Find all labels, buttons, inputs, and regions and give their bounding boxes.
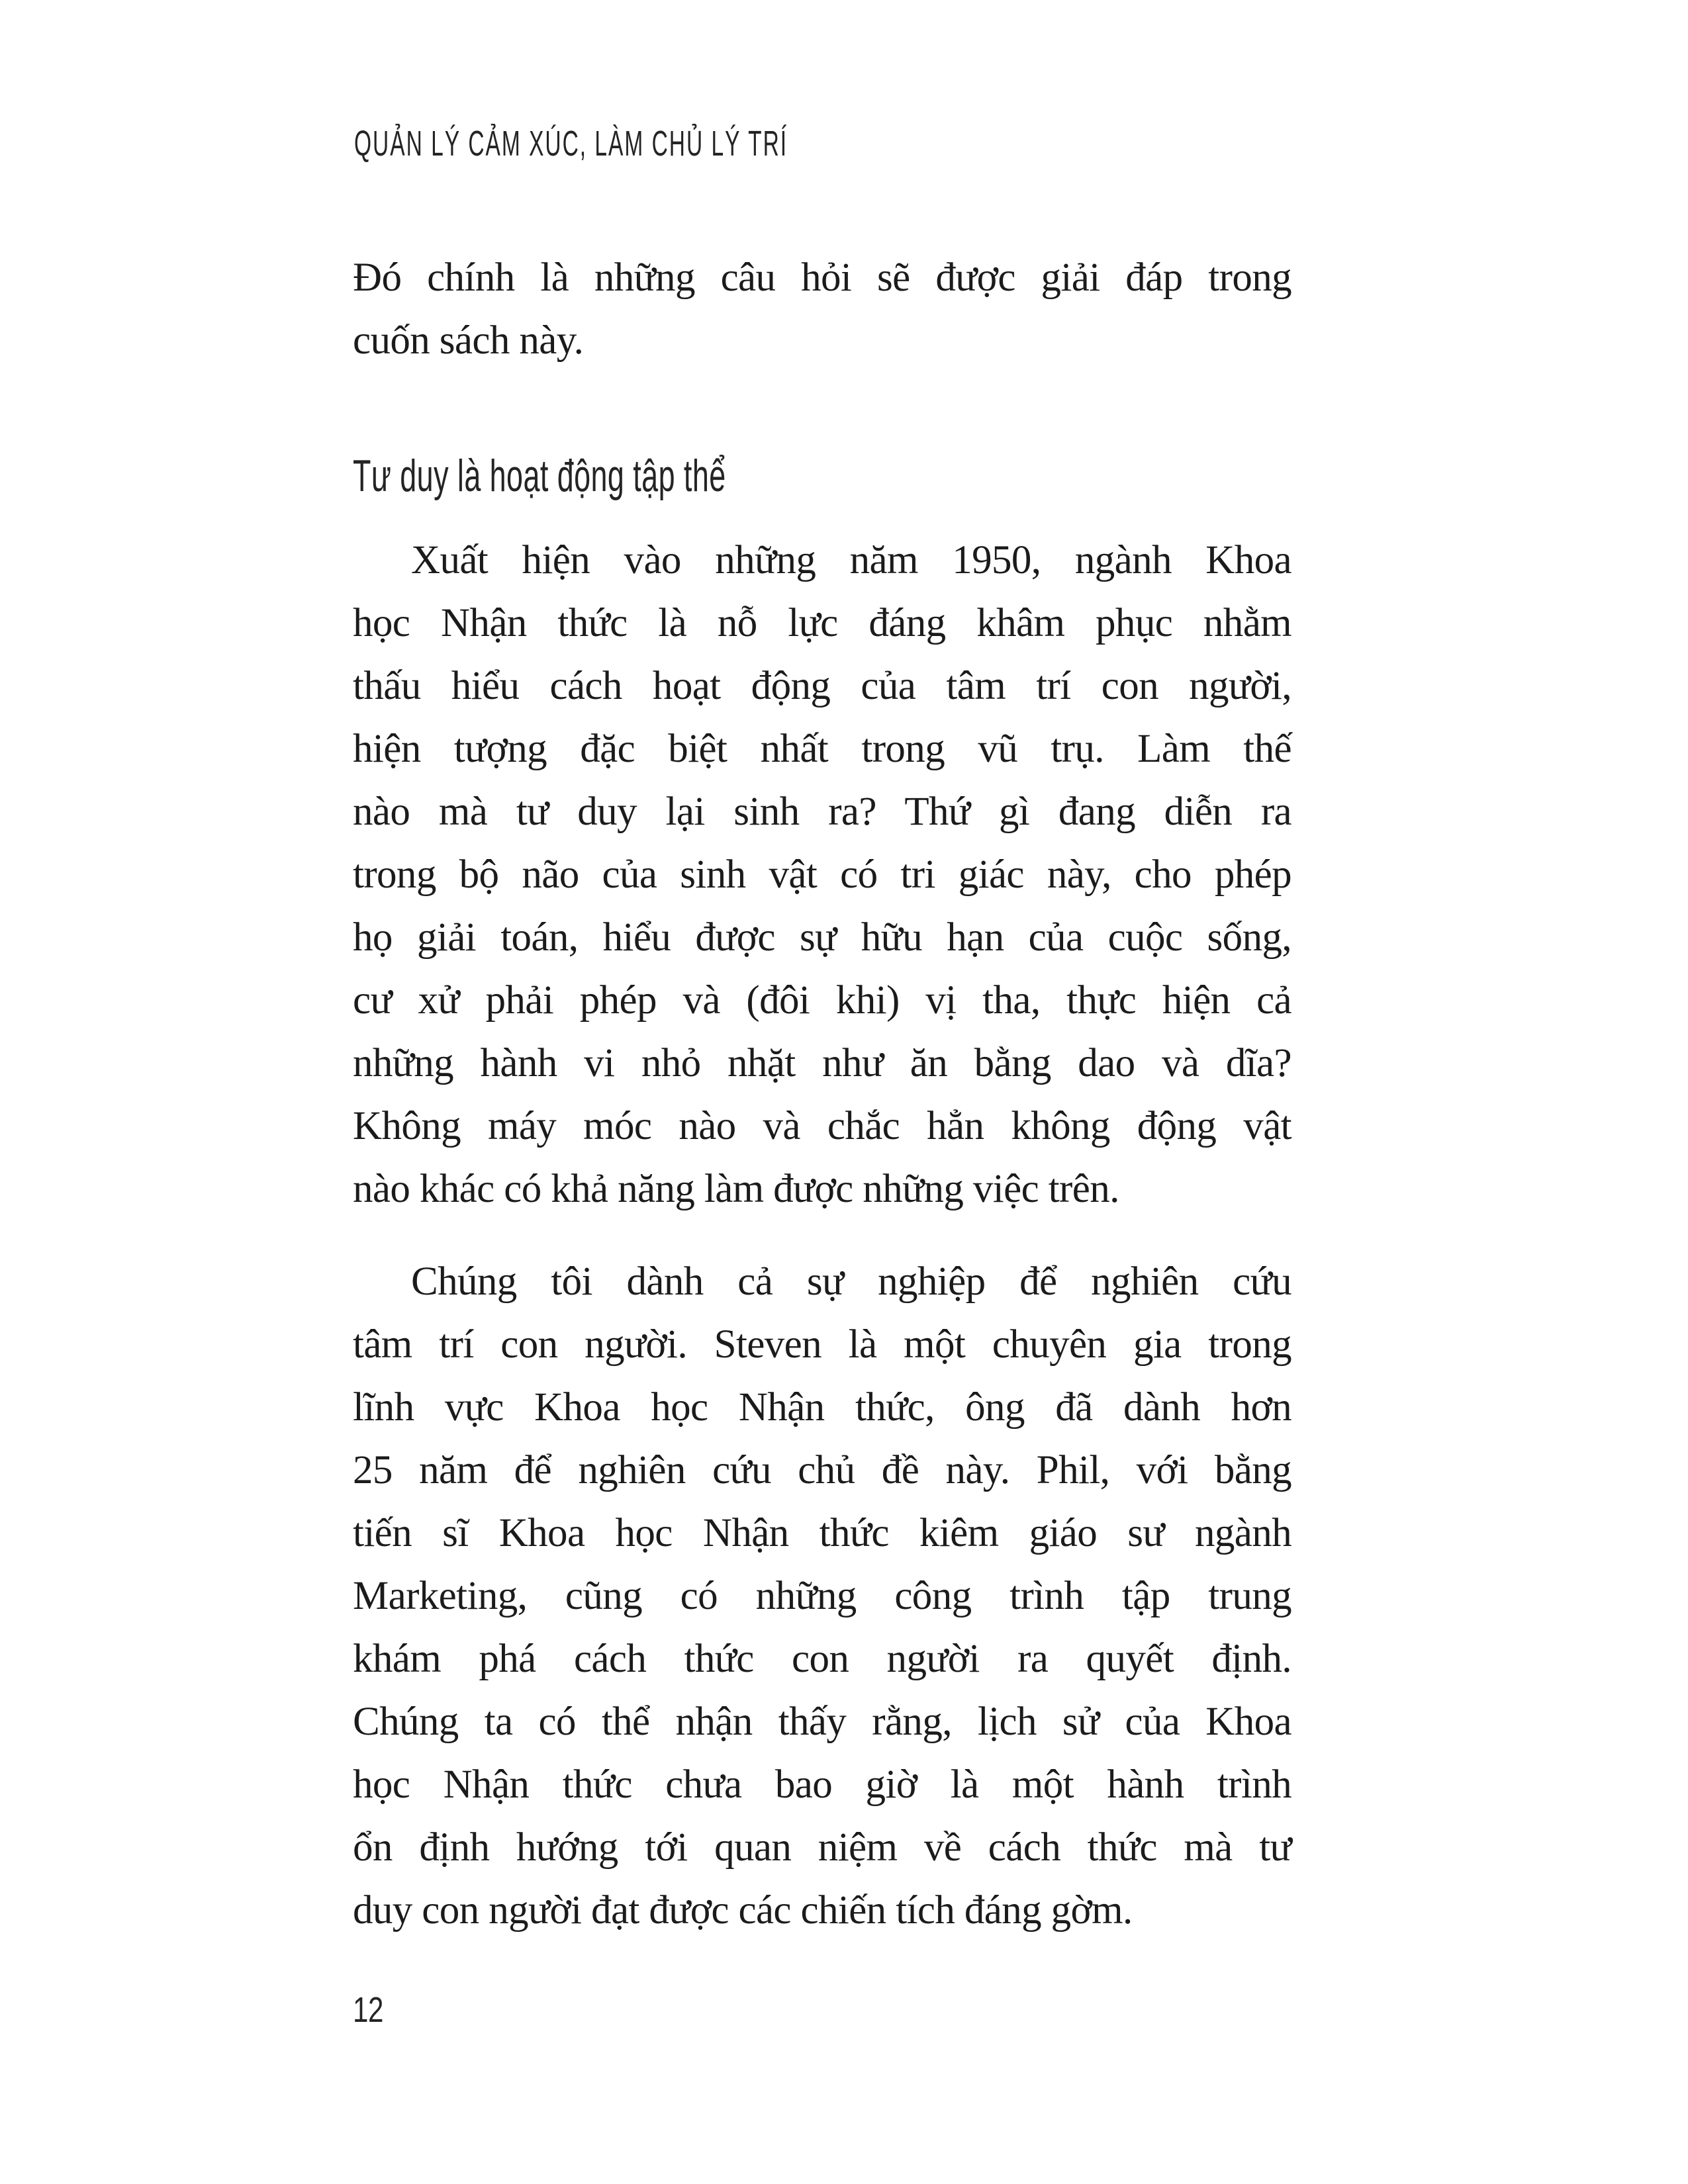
text-line: 25 năm để nghiên cứu chủ đề này. Phil, với bằng xyxy=(353,1448,1291,1492)
text-line: cuốn sách này. xyxy=(353,318,584,363)
text-line: học Nhận thức chưa bao giờ là một hành trình xyxy=(353,1762,1291,1807)
intro-paragraph xyxy=(353,246,1291,372)
text-line: Xuất hiện vào những năm 1950, ngành Khoa xyxy=(411,538,1291,582)
text-line: lĩnh vực Khoa học Nhận thức, ông đã dành hơn xyxy=(353,1385,1291,1430)
text-line: khám phá cách thức con người ra quyết định. xyxy=(353,1637,1291,1681)
section-heading xyxy=(353,439,1291,502)
text-line: họ giải toán, hiểu được sự hữu hạn của cuộc sống, xyxy=(353,915,1291,960)
text-line: duy con người đạt được các chiến tích đáng gờm. xyxy=(353,1888,1133,1933)
text-line: tâm trí con người. Steven là một chuyên gia trong xyxy=(353,1322,1291,1367)
text-line: Marketing, cũng có những công trình tập trung xyxy=(353,1574,1291,1618)
text-line: học Nhận thức là nỗ lực đáng khâm phục nhằm xyxy=(353,601,1291,645)
text-line: cư xử phải phép và (đôi khi) vị tha, thực hiện cả xyxy=(353,978,1291,1023)
text-line: hiện tượng đặc biệt nhất trong vũ trụ. Làm thế xyxy=(353,727,1291,771)
text-line: tiến sĩ Khoa học Nhận thức kiêm giáo sư ngành xyxy=(353,1511,1291,1555)
text-line: Đó chính là những câu hỏi sẽ được giải đáp trong xyxy=(353,255,1291,300)
text-line: Chúng ta có thể nhận thấy rằng, lịch sử của Khoa xyxy=(353,1700,1291,1744)
body-paragraph-1 xyxy=(353,529,1291,1220)
text-line: Chúng tôi dành cả sự nghiệp để nghiên cứu xyxy=(411,1259,1291,1304)
text-line: nào mà tư duy lại sinh ra? Thứ gì đang diễn ra xyxy=(353,790,1291,834)
text-line: ổn định hướng tới quan niệm về cách thức mà tư xyxy=(353,1825,1291,1870)
page-number xyxy=(353,1992,1291,2028)
section-heading-text: Tư duy là hoạt động tập thể xyxy=(353,451,726,501)
text-line: những hành vi nhỏ nhặt như ăn bằng dao và dĩa? xyxy=(353,1041,1291,1085)
page-number-text: 12 xyxy=(353,1990,383,2030)
text-line: nào khác có khả năng làm được những việc trên. xyxy=(353,1167,1119,1211)
text-line: trong bộ não của sinh vật có tri giác này, cho phép xyxy=(353,852,1291,897)
text-line: thấu hiểu cách hoạt động của tâm trí con người, xyxy=(353,664,1291,708)
running-header-text: QUẢN LÝ CẢM XÚC, LÀM CHỦ LÝ TRÍ xyxy=(354,124,788,163)
text-column xyxy=(353,0,1291,2028)
body-paragraph-2 xyxy=(353,1250,1291,1942)
text-line: Không máy móc nào và chắc hẳn không động vật xyxy=(353,1104,1291,1148)
